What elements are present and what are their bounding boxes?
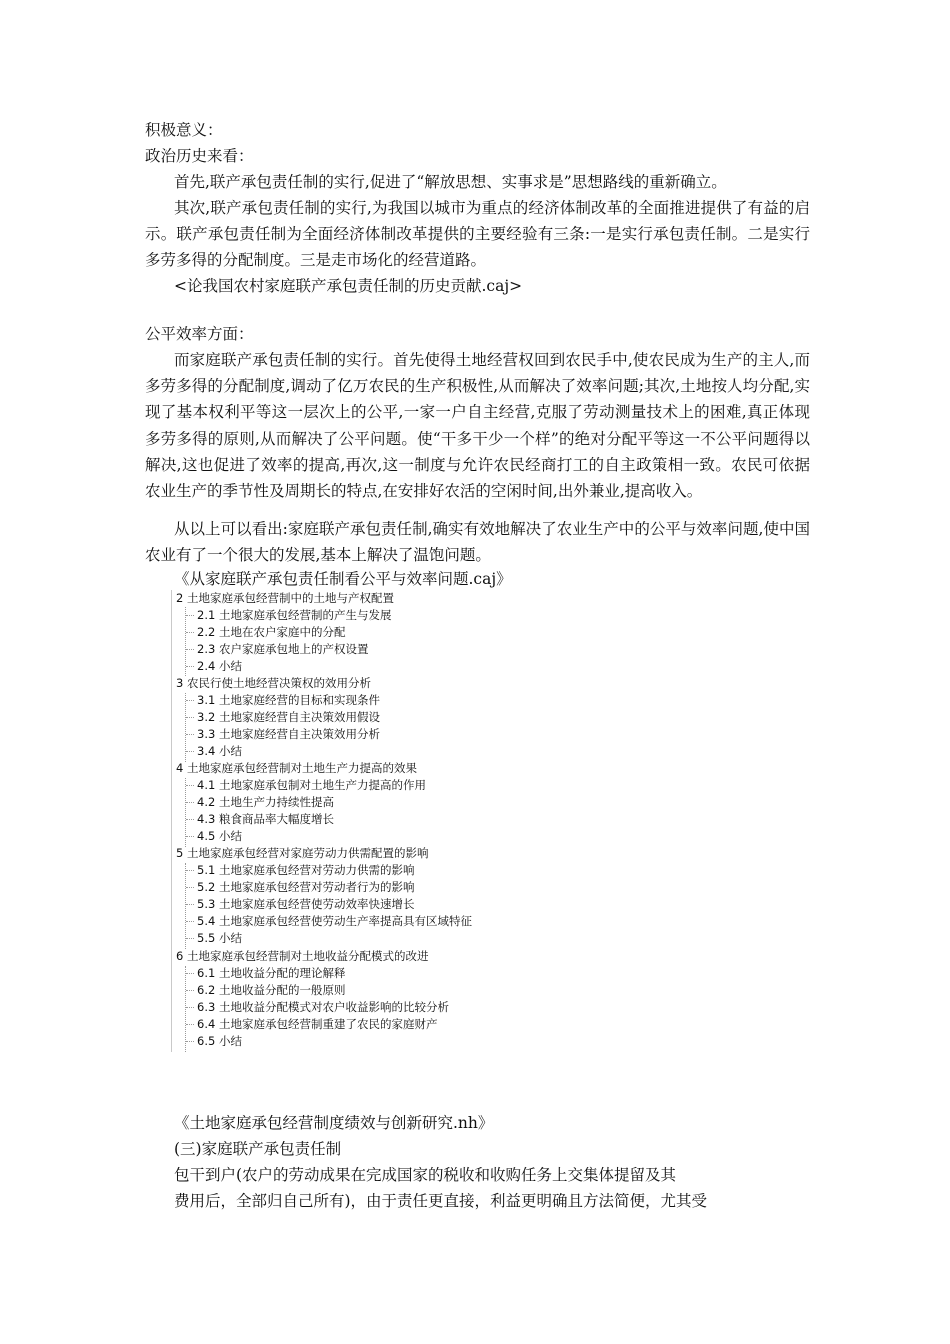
source-citation-1: <论我国农村家庭联产承包责任制的历史贡献.caj> <box>174 277 523 295</box>
toc-chapter: 3 农民行使土地经营决策权的效用分析 <box>176 676 371 690</box>
source-citation-3: 《土地家庭承包经营制度绩效与创新研究.nh》 <box>174 1114 494 1132</box>
toc-section: 6.5 小结 <box>197 1034 242 1048</box>
toc-section: 6.1 土地收益分配的理论解释 <box>197 966 346 980</box>
toc-chapter: 2 土地家庭承包经营制中的土地与产权配置 <box>176 591 394 605</box>
toc-section: 4.2 土地生产力持续性提高 <box>197 795 334 809</box>
toc-chapter: 4 土地家庭承包经营制对土地生产力提高的效果 <box>176 761 417 775</box>
toc-section: 6.4 土地家庭承包经营制重建了农民的家庭财产 <box>197 1017 438 1031</box>
heading-positive-significance: 积极意义： <box>145 121 223 139</box>
toc-section: 5.4 土地家庭承包经营使劳动生产率提高具有区域特征 <box>197 914 472 928</box>
section-heading-household-responsibility: (三)家庭联产承包责任制 <box>174 1140 342 1158</box>
table-of-contents-screenshot <box>171 590 512 1052</box>
toc-tree-line <box>185 966 186 1052</box>
paragraph-second: 其次,联产承包责任制的实行,为我国以城市为重点的经济体制改革的全面推进提供了有益的启示。联产承包责任制为全面经济体制改革提供的主要经验有三条:一是实行承包责任制。二是实行多劳多得的分配制度。三是走市场化的经营道路。 <box>145 199 810 270</box>
toc-section: 6.3 土地收益分配模式对农户收益影响的比较分析 <box>197 1000 449 1014</box>
toc-section: 4.3 粮食商品率大幅度增长 <box>197 812 334 826</box>
toc-section: 2.1 土地家庭承包经营制的产生与发展 <box>197 608 392 622</box>
toc-section: 5.2 土地家庭承包经营对劳动者行为的影响 <box>197 880 415 894</box>
toc-section: 4.1 土地家庭承包制对土地生产力提高的作用 <box>197 778 426 792</box>
body-line-2: 费用后，全部归自己所有)，由于责任更直接，利益更明确且方法简便，尤其受 <box>174 1192 708 1210</box>
paragraph-conclusion: 从以上可以看出:家庭联产承包责任制,确实有效地解决了农业生产中的公平与效率问题,使中国农业有了一个很大的发展,基本上解决了温饱问题。 <box>145 520 810 565</box>
toc-section: 2.4 小结 <box>197 659 242 673</box>
toc-section: 2.2 土地在农户家庭中的分配 <box>197 625 346 639</box>
toc-section: 3.4 小结 <box>197 744 242 758</box>
heading-fairness-efficiency: 公平效率方面： <box>145 325 254 343</box>
toc-section: 4.5 小结 <box>197 829 242 843</box>
source-citation-2: 《从家庭联产承包责任制看公平与效率问题.caj》 <box>174 570 512 588</box>
toc-section: 3.3 土地家庭经营自主决策效用分析 <box>197 727 380 741</box>
toc-section: 2.3 农户家庭承包地上的产权设置 <box>197 642 369 656</box>
toc-section: 3.1 土地家庭经营的目标和实现条件 <box>197 693 380 707</box>
body-line-1: 包干到户(农户的劳动成果在完成国家的税收和收购任务上交集体提留及其 <box>174 1166 677 1184</box>
toc-tree-line <box>185 863 186 949</box>
toc-chapter: 5 土地家庭承包经营对家庭劳动力供需配置的影响 <box>176 846 429 860</box>
toc-chapter: 6 土地家庭承包经营制对土地收益分配模式的改进 <box>176 949 429 963</box>
paragraph-fairness: 而家庭联产承包责任制的实行。首先使得土地经营权回到农民手中,使农民成为生产的主人,而多劳多得的分配制度,调动了亿万农民的生产积极性,从而解决了效率问题;其次,土地按人均分配,实现了基本权利平等这一层次上的公平,一家一户自主经营,克服了劳动测量技术上的困难,真正体现多劳多得的原则,从而解决了公平问题。使“干多干少一个样”的绝对分配平等这一不公平问题得以解决,这也促进了效率的提高,再次,这一制度与允许农民经商打工的自主政策相一致。农民可依据农业生产的季节性及周期长的特点,在安排好农活的空闲时间,出外兼业,提高收入。 <box>145 351 810 501</box>
toc-section: 3.2 土地家庭经营自主决策效用假设 <box>197 710 380 724</box>
heading-political-history: 政治历史来看： <box>145 147 254 165</box>
toc-section: 5.5 小结 <box>197 931 242 945</box>
paragraph-first: 首先,联产承包责任制的实行,促进了“解放思想、实事求是”思想路线的重新确立。 <box>174 173 727 191</box>
toc-section: 5.1 土地家庭承包经营对劳动力供需的影响 <box>197 863 415 877</box>
toc-section: 5.3 土地家庭承包经营使劳动效率快速增长 <box>197 897 415 911</box>
toc-section: 6.2 土地收益分配的一般原则 <box>197 983 346 997</box>
